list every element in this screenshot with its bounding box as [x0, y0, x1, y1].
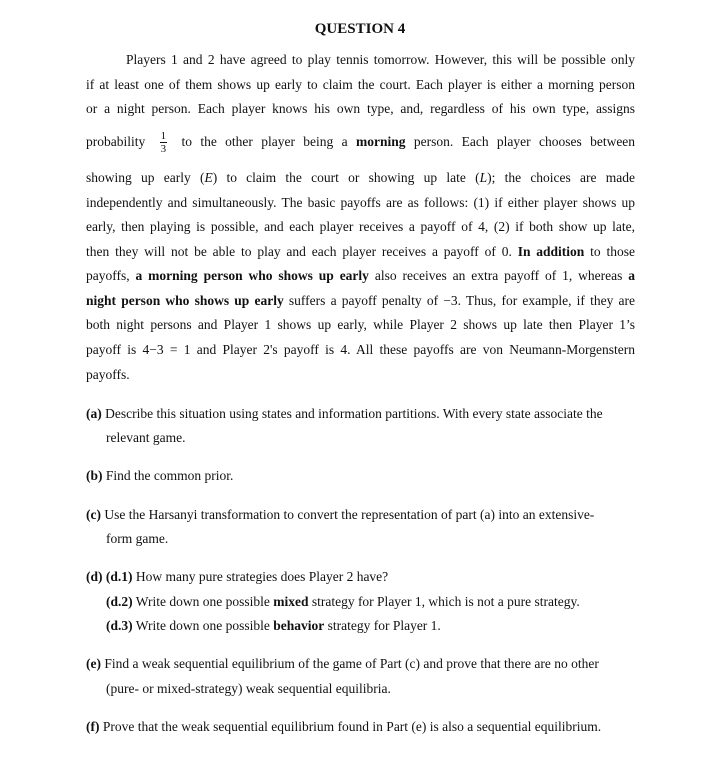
paragraph-line: night person who shows up early suffers a payoff penalty of −3. Thus, for example, if they are	[86, 293, 636, 308]
paragraph-line: probability $\frac{1}{3}$ to the other player being a morning person. Each player chooses between	[86, 130, 636, 156]
paragraph-line: payoffs.	[86, 367, 130, 382]
part-d3: (d.3) Write down one possible behavior strategy for Player 1.	[106, 618, 441, 633]
paragraph-line: payoff is 4−3 = 1 and Player 2's payoff is 4. All these payoffs are von Neumann-Morgenstern	[86, 342, 635, 357]
paragraph-line: independently and simultaneously. The basic payoffs are as follows: (1) if either player shows up	[86, 195, 635, 210]
paragraph-line: early, then playing is possible, and each player receives a payoff of 4, (2) if both show up late,	[86, 219, 635, 234]
fraction-one-third: $\frac{1}{3}$	[160, 130, 167, 156]
part-f: (f) Prove that the weak sequential equilibrium found in Part (e) is also a sequential equilibrium.	[86, 719, 602, 734]
paragraph-line: both night persons and Player 1 shows up early, while Player 2 shows up late then Player 1’s	[86, 317, 635, 332]
part-a-continued: relevant game.	[106, 430, 186, 445]
part-c-continued: form game.	[106, 531, 169, 546]
part-b: (b) Find the common prior.	[86, 468, 234, 483]
paragraph-line: then they will not be able to play and each player receives a payoff of 0. In addition to those	[86, 244, 635, 259]
paragraph-line: or a night person. Each player knows his own type, and, regardless of his own type, assigns	[86, 101, 635, 116]
part-e-continued: (pure- or mixed-strategy) weak sequential equilibria.	[106, 681, 391, 696]
part-e: (e) Find a weak sequential equilibrium of the game of Part (c) and prove that there are no other	[86, 656, 599, 671]
paragraph-line: if at least one of them shows up early to claim the court. Each player is either a morning person	[86, 77, 635, 92]
part-d2: (d.2) Write down one possible mixed strategy for Player 1, which is not a pure strategy.	[106, 594, 580, 609]
part-c: (c) Use the Harsanyi transformation to convert the representation of part (a) into an extensive-	[86, 507, 595, 522]
paragraph-line: showing up early (E) to claim the court or showing up late (L); the choices are made	[86, 170, 635, 185]
part-a: (a) Describe this situation using states and information partitions. With every state associate the	[86, 406, 603, 421]
paragraph-line: Players 1 and 2 have agreed to play tennis tomorrow. However, this will be possible only	[126, 52, 635, 67]
paragraph-line: payoffs, a morning person who shows up early also receives an extra payoff of 1, whereas a	[86, 268, 636, 283]
question-title: QUESTION 4	[314, 21, 406, 37]
part-d1: (d) (d.1) How many pure strategies does Player 2 have?	[86, 569, 389, 584]
